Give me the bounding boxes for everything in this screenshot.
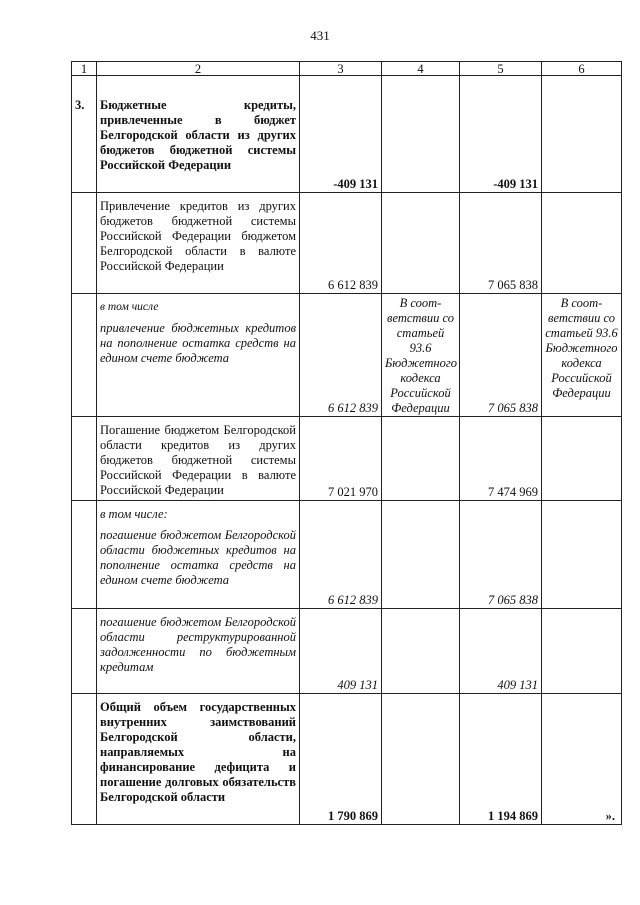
cell-col6 (542, 501, 622, 609)
row-description (97, 694, 300, 825)
table-row (72, 193, 622, 294)
cell-col3: 7 021 970 (300, 417, 382, 501)
row-index: 3. (72, 76, 97, 193)
header-col-1: 1 (72, 62, 97, 76)
cell-col6-note: В соот-ветствии со статьей 93.6 Бюджетного кодекса Российской Федерации (542, 294, 622, 417)
cell-col3: 6 612 839 (300, 294, 382, 417)
description-text: погашение бюджетом Белгородской области реструктурированной задолженности по бюджетным кредитам (100, 615, 296, 674)
cell-col6 (542, 417, 622, 501)
row-description (97, 193, 300, 294)
cell-col5: 7 065 838 (460, 501, 542, 609)
cell-col6 (542, 76, 622, 193)
header-row (72, 62, 622, 76)
page-number: 431 (310, 28, 330, 43)
cell-col6 (542, 193, 622, 294)
table-row (72, 417, 622, 501)
description-text: привлечение бюджетных кредитов на пополнение остатка средств на едином счете бюджета (100, 321, 296, 365)
row-description (97, 609, 300, 694)
table-row (72, 501, 622, 609)
description-text: погашение бюджетом Белгородской области бюджетных кредитов на пополнение остатка средств на едином счете бюджета (100, 528, 296, 587)
subheading-text: в том числе (100, 301, 159, 313)
cell-col4 (382, 609, 460, 694)
cell-col3: 6 612 839 (300, 501, 382, 609)
row-index (72, 294, 97, 417)
cell-col5: -409 131 (460, 76, 542, 193)
table-row (72, 694, 622, 825)
cell-col3: 1 790 869 (300, 694, 382, 825)
cell-col4-note: В соот-ветствии со статьей 93.6 Бюджетного кодекса Российской Федерации (382, 294, 460, 417)
row-index (72, 417, 97, 501)
header-col-3: 3 (300, 62, 382, 76)
row-description (97, 294, 300, 417)
row-index (72, 694, 97, 825)
row-description (97, 501, 300, 609)
sources-table (71, 61, 622, 825)
cell-col3: -409 131 (300, 76, 382, 193)
cell-col5: 7 474 969 (460, 417, 542, 501)
cell-col4 (382, 193, 460, 294)
row-description (97, 417, 300, 501)
header-col-6: 6 (542, 62, 622, 76)
cell-col4 (382, 417, 460, 501)
cell-col4 (382, 76, 460, 193)
header-col-2: 2 (97, 62, 300, 76)
description-text: Погашение бюджетом Белгородской области кредитов из других бюджетов бюджетной системы Российской Федерации в валюте Российской Федерации (100, 423, 296, 497)
description-text: Привлечение кредитов из других бюджетов бюджетной системы Российской Федерации бюджетом Белгородской области в валюте Российской Федерации (100, 199, 296, 273)
cell-col5: 409 131 (460, 609, 542, 694)
header-col-5: 5 (460, 62, 542, 76)
cell-col5: 7 065 838 (460, 193, 542, 294)
description-text: Бюджетные кредиты, привлеченные в бюджет Белгородской области из других бюджетов бюджетной системы Российской Федерации (100, 98, 296, 172)
table-row (72, 294, 622, 417)
table-row (72, 609, 622, 694)
cell-col5: 1 194 869 (460, 694, 542, 825)
cell-col4 (382, 694, 460, 825)
description-text: Общий объем государственных внутренних заимствований Белгородской области, направляемых на финансирование дефицита и погашение долговых обязательств Белгородской области (100, 700, 296, 804)
header-col-4: 4 (382, 62, 460, 76)
row-index (72, 609, 97, 694)
row-description (97, 76, 300, 193)
cell-col6 (542, 609, 622, 694)
row-index (72, 193, 97, 294)
cell-col5: 7 065 838 (460, 294, 542, 417)
cell-col4 (382, 501, 460, 609)
row-index (72, 501, 97, 609)
cell-col3: 409 131 (300, 609, 382, 694)
subheading-text: в том числе: (100, 507, 168, 521)
closing-quote: ». (542, 694, 622, 825)
table-row (72, 76, 622, 193)
cell-col3: 6 612 839 (300, 193, 382, 294)
